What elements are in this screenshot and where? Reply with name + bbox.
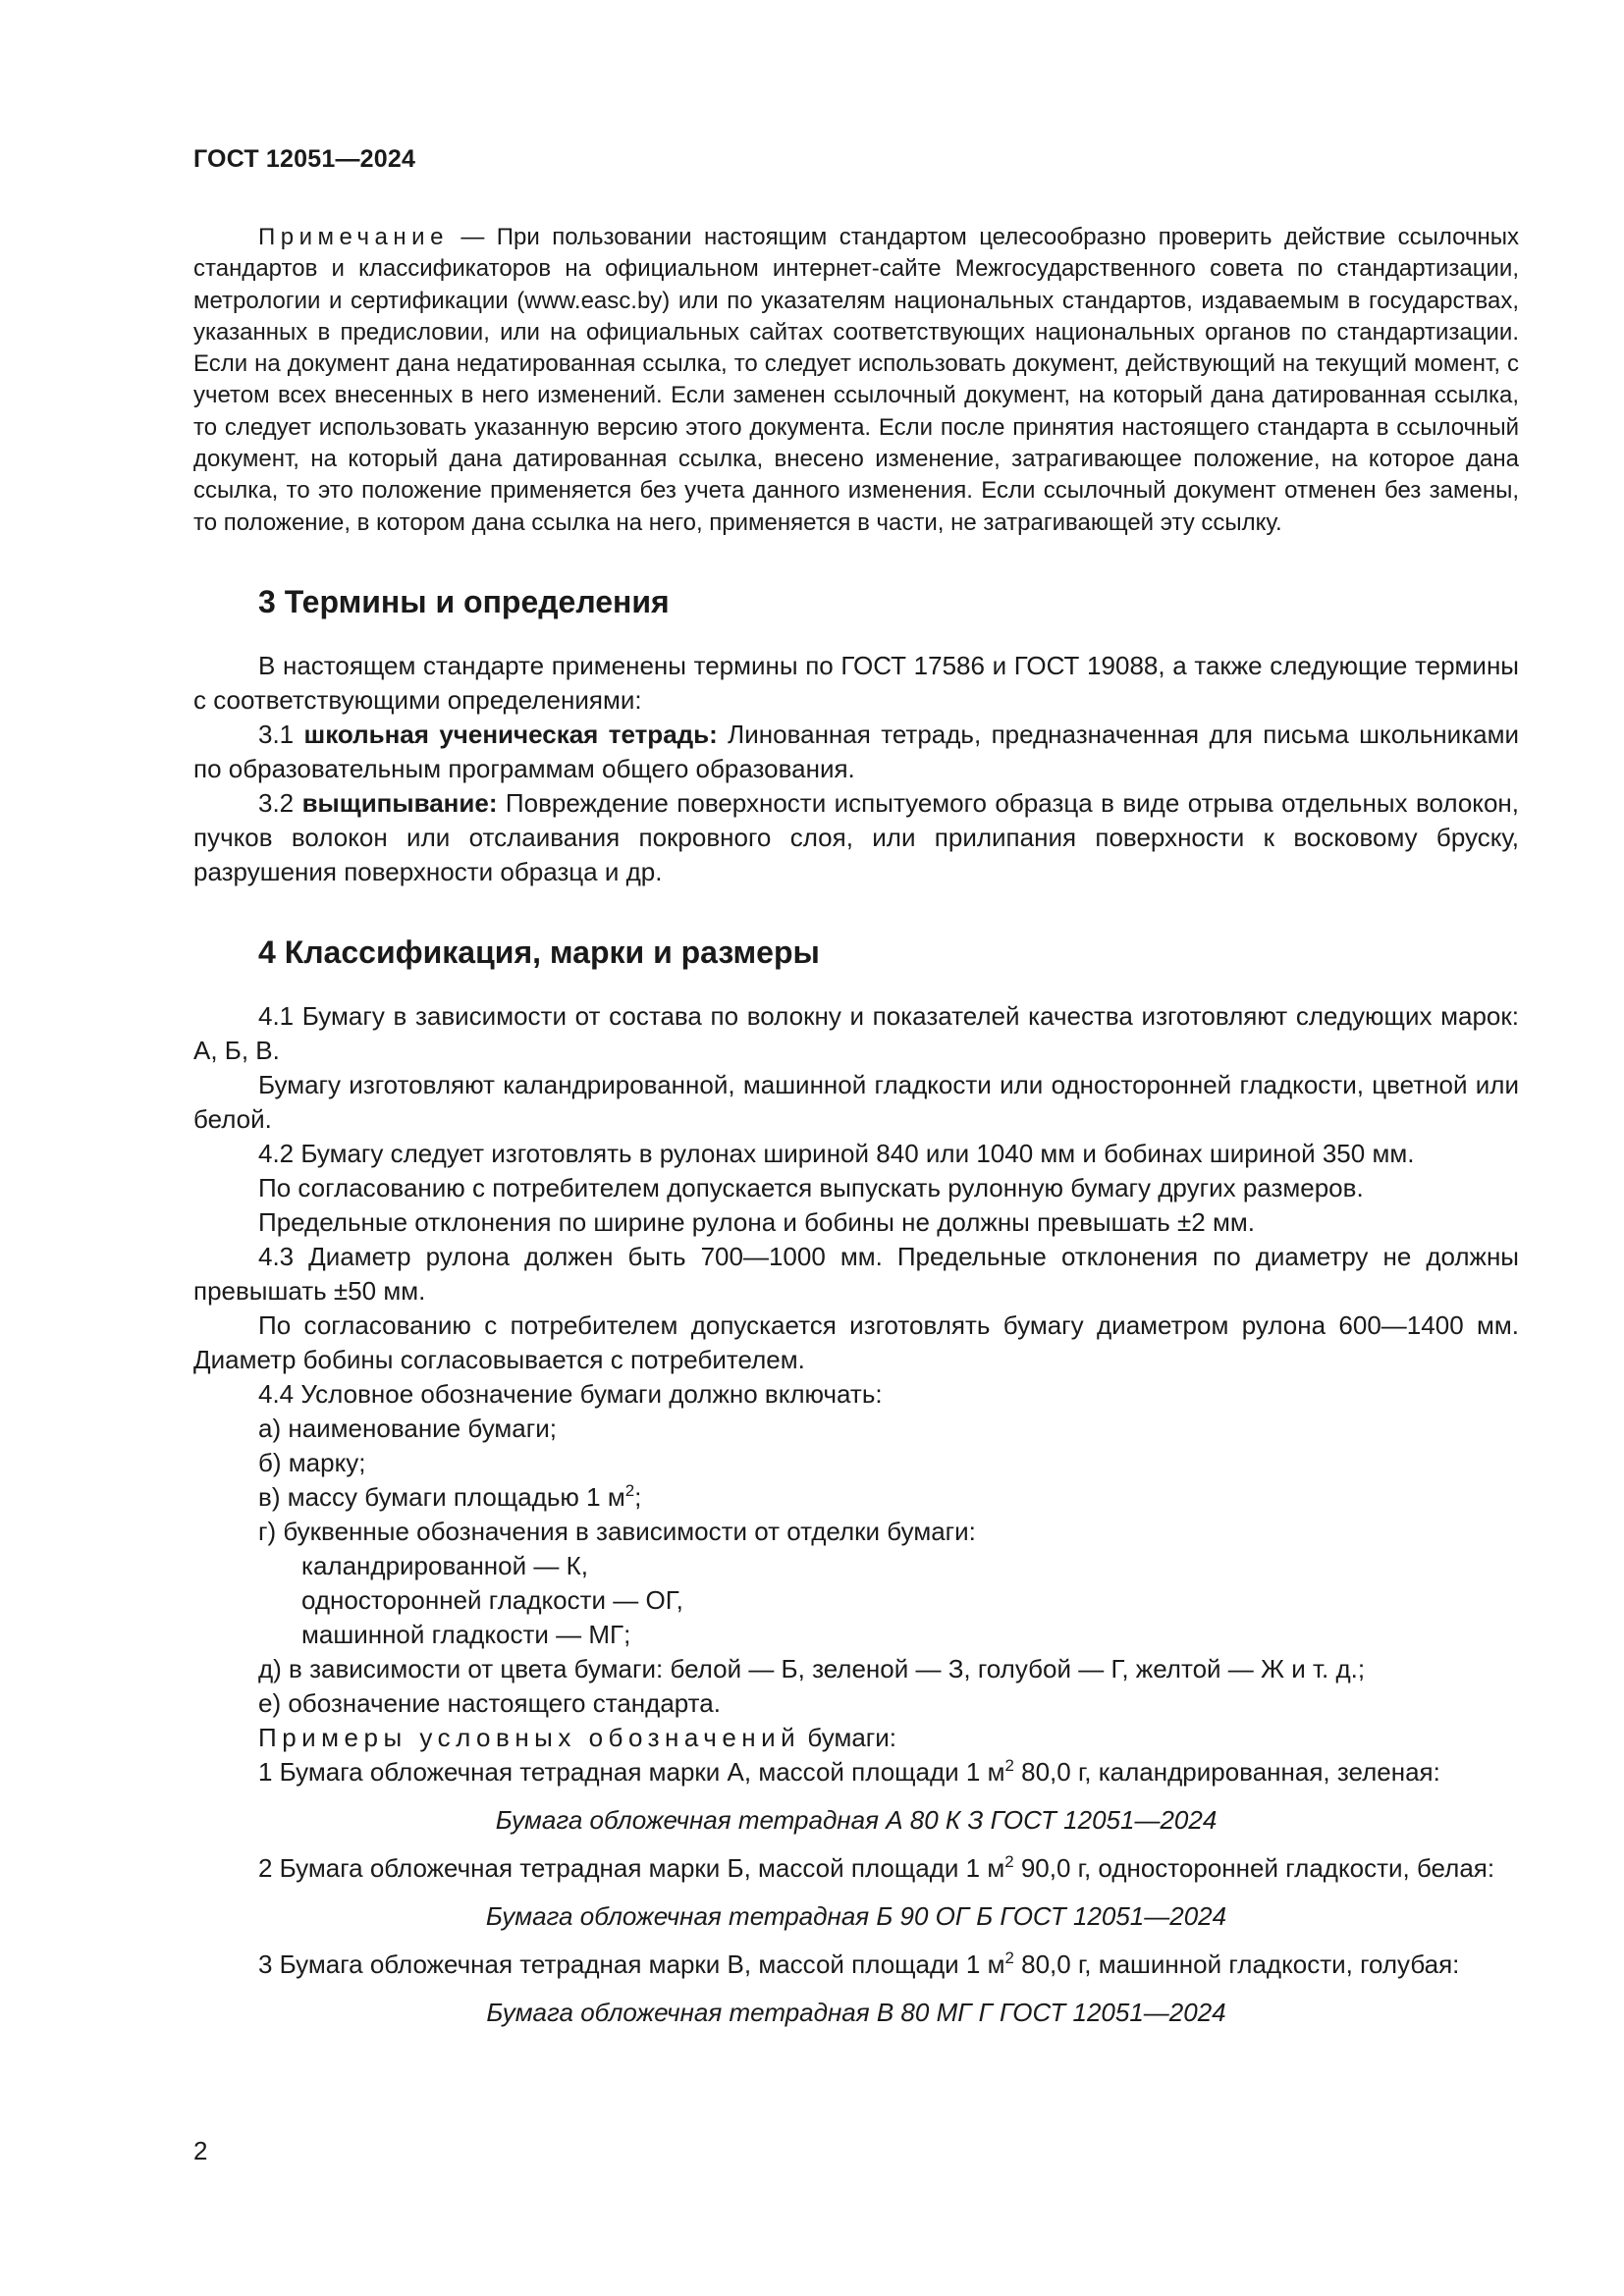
example-3: [193, 1948, 1519, 1982]
clause-4-3-b: По согласованию с потребителем допускается изготовлять бумагу диаметром рулона 600—1400 мм. Диаметр бобины согласовывается с потребителем.: [193, 1309, 1519, 1374]
note-text: — При пользовании настоящим стандартом целесообразно проверить действие ссылочных стандартов и классификаторов на официальном интернет-сайте Межгосударственного совета по стандартизации, метрологии и сертификации (www.easc.by) или по указателям национальных стандартов, издаваемым в государствах, указанных в предисловии, или на официальных сайтах соответствующих национальных органов по стандартизации. Если на документ дана недатированная ссылка, то следует использовать документ, действующий на текущий момент, с учетом всех внесенных в него изменений. Если заменен ссылочный документ, на который дана датированная ссылка, то следует использовать указанную версию этого документа. Если после принятия настоящего стандарта в ссылочный документ, на который дана датированная ссылка, внесено изменение, затрагивающее положение, на которое дана ссылка, то это положение применяется без учета данного изменения. Если ссылочный документ отменен без замены, то положение, в котором дана ссылка на него, применяется в части, не затрагивающей эту ссылку.: [193, 224, 1519, 536]
term-3-2-definition: Повреждение поверхности испытуемого образца в виде отрыва отдельных волокон, пучков волокон или отслаивания покровного слоя, или прилипания поверхности к восковому бруску, разрушения поверхности образца и др.: [193, 787, 1519, 886]
example-3-text: 3 Бумага обложечная тетрадная марки В, массой площади 1 м: [258, 1949, 1005, 1979]
clause-4-1-b: Бумагу изготовляют каландрированной, машинной гладкости или односторонней гладкости, цветной или белой.: [193, 1069, 1519, 1134]
clause-4-3: 4.3 Диаметр рулона должен быть 700—1000 мм. Предельные отклонения по диаметру не должны превышать ±50 мм.: [193, 1241, 1519, 1306]
page-header-title: ГОСТ 12051—2024: [193, 145, 416, 173]
clause-4-2: 4.2 Бумагу следует изготовлять в рулонах шириной 840 или 1040 мм и бобинах шириной 350 мм.: [258, 1138, 1415, 1168]
superscript-2: 2: [1004, 1948, 1014, 1967]
example-2: [193, 1851, 1519, 1886]
example-3-designation: Бумага обложечная тетрадная В 80 МГ Г ГОСТ 12051—2024: [486, 1997, 1226, 2027]
page-number: 2: [193, 2136, 208, 2165]
example-2-text-end: 90,0 г, односторонней гладкости, белая:: [1013, 1852, 1495, 1883]
term-3-1-number: 3.1: [258, 719, 304, 749]
list-item-v: [193, 1480, 1519, 1515]
sub-item-k: каландрированной — К,: [301, 1550, 588, 1580]
term-3-1: [193, 718, 1519, 786]
list-item-e: е) обозначение настоящего стандарта.: [258, 1687, 721, 1718]
term-3-2: [193, 786, 1519, 889]
section-3-heading: 3 Термины и определения: [258, 583, 670, 619]
reference-note: [193, 222, 1519, 539]
term-3-1-name: школьная ученическая тетрадь:: [303, 719, 718, 749]
section-4-heading: 4 Классификация, марки и размеры: [258, 934, 820, 970]
clause-4-2-c: Предельные отклонения по ширине рулона и бобины не должны превышать ±2 мм.: [258, 1206, 1255, 1237]
section-3-intro: В настоящем стандарте применены термины по ГОСТ 17586 и ГОСТ 19088, а также следующие термины с соответствующими определениями:: [193, 650, 1519, 715]
superscript-2: 2: [1004, 1851, 1014, 1871]
note-label: Примечание: [258, 224, 449, 250]
list-item-v-end: ;: [634, 1481, 642, 1512]
example-1-designation: Бумага обложечная тетрадная А 80 К З ГОСТ 12051—2024: [495, 1804, 1218, 1835]
examples-label: Примеры условных обозначений: [258, 1722, 801, 1752]
sub-item-mg: машинной гладкости — МГ;: [301, 1619, 631, 1649]
example-2-designation: Бумага обложечная тетрадная Б 90 ОГ Б ГОСТ 12051—2024: [485, 1900, 1227, 1931]
example-1-text-end: 80,0 г, каландрированная, зеленая:: [1013, 1756, 1440, 1787]
clause-4-2-b: По согласованию с потребителем допускается выпускать рулонную бумагу других размеров.: [258, 1172, 1364, 1202]
list-item-b: б) марку;: [258, 1447, 366, 1477]
superscript-2: 2: [624, 1480, 635, 1500]
list-item-g: г) буквенные обозначения в зависимости от отделки бумаги:: [258, 1516, 976, 1546]
term-3-2-name: выщипывание:: [301, 787, 498, 818]
examples-tail: бумаги:: [800, 1722, 897, 1752]
example-3-text-end: 80,0 г, машинной гладкости, голубая:: [1013, 1949, 1460, 1979]
term-3-2-number: 3.2: [258, 787, 302, 818]
example-2-text: 2 Бумага обложечная тетрадная марки Б, массой площади 1 м: [258, 1852, 1005, 1883]
term-3-1-definition: Линованная тетрадь, предназначенная для письма школьниками по образовательным программам общего образования.: [193, 719, 1519, 783]
superscript-2: 2: [1004, 1755, 1014, 1775]
example-1: [193, 1755, 1519, 1789]
sub-item-og: односторонней гладкости — ОГ,: [301, 1584, 683, 1615]
list-item-a: а) наименование бумаги;: [258, 1413, 557, 1443]
clause-4-1: 4.1 Бумагу в зависимости от состава по волокну и показателей качества изготовляют следующих марок: А, Б, В.: [193, 1000, 1519, 1065]
clause-4-4: 4.4 Условное обозначение бумаги должно включать:: [258, 1378, 883, 1409]
page-content: [193, 222, 1519, 2044]
list-item-d: д) в зависимости от цвета бумаги: белой — Б, зеленой — З, голубой — Г, желтой — Ж и т. д.;: [258, 1653, 1366, 1683]
example-1-text: 1 Бумага обложечная тетрадная марки А, массой площади 1 м: [258, 1756, 1005, 1787]
list-item-v-text: в) массу бумаги площадью 1 м: [258, 1481, 625, 1512]
examples-heading: [193, 1721, 1519, 1755]
